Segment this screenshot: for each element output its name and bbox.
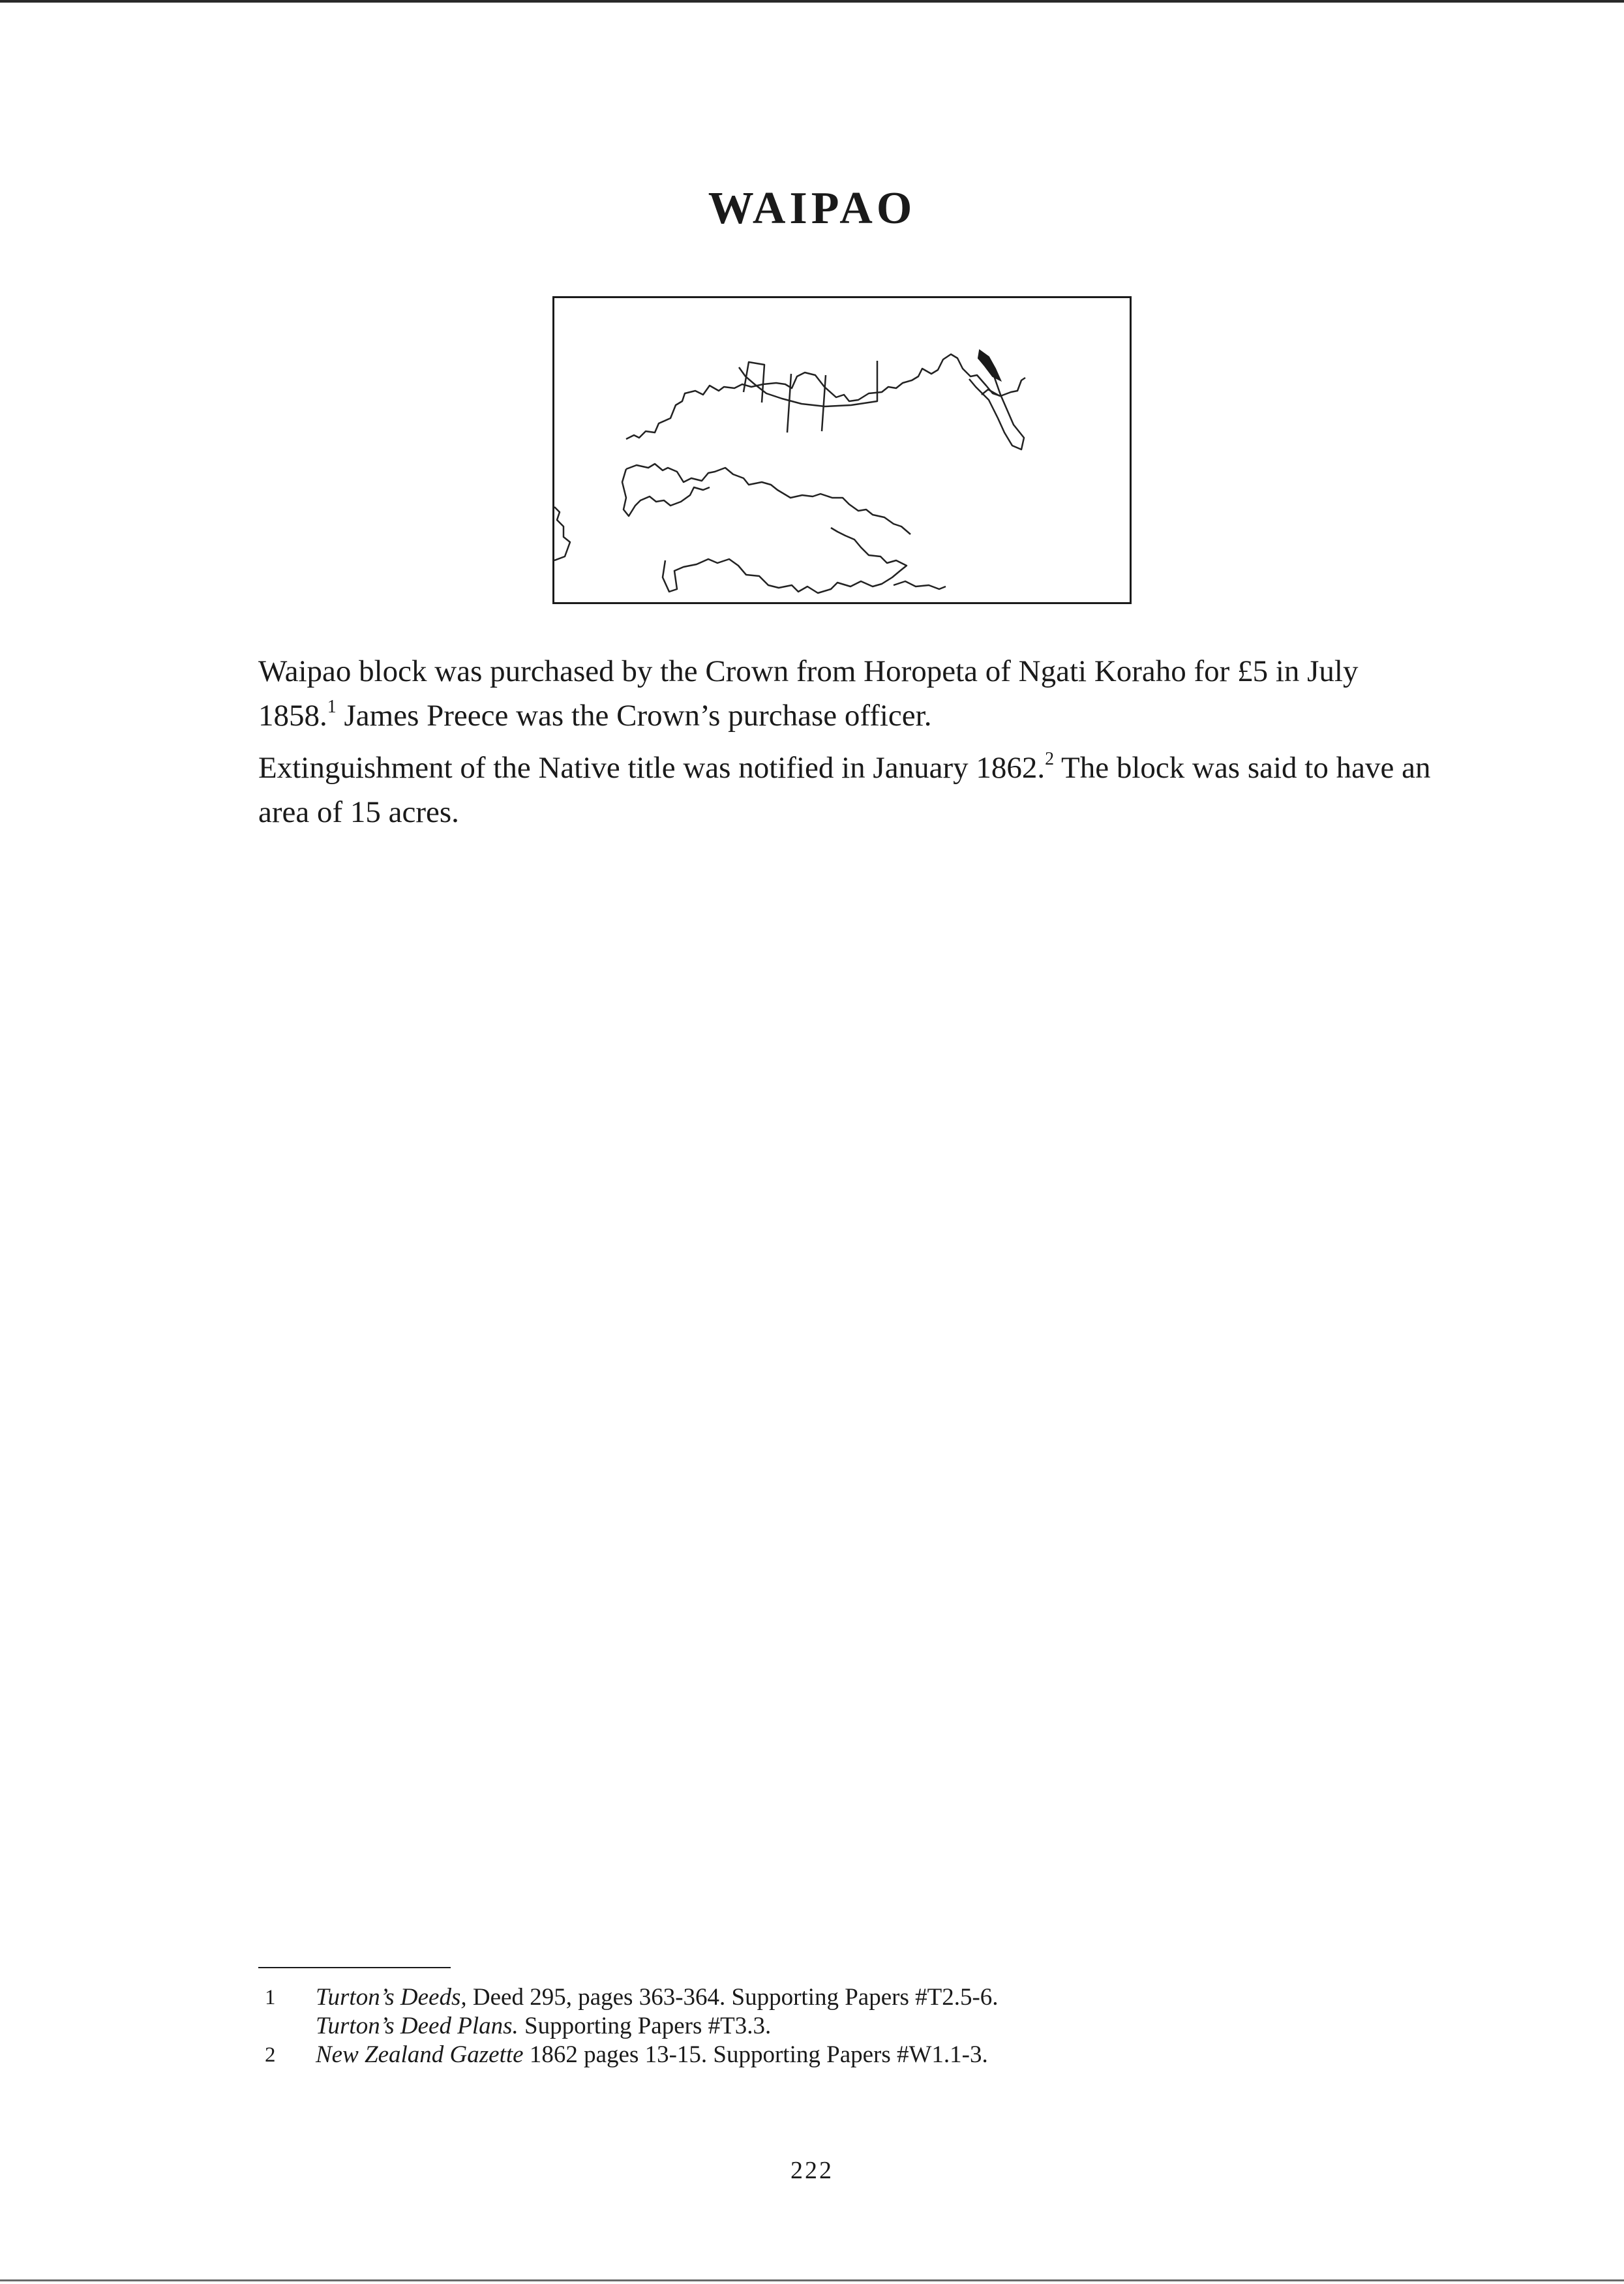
bottom-border-line (0, 2279, 1624, 2281)
footnote-ref-2: 2 (1045, 749, 1055, 769)
footnote-1-line-1 (316, 1983, 1294, 2012)
block-location-map-icon (554, 298, 1130, 602)
page-title: WAIPAO (708, 183, 916, 234)
footnote-source-detail: Deed 295, pages 363-364. Supporting Papers #T2.5-6. (466, 1984, 999, 2011)
footnote-source-detail: Supporting Papers #T3.3. (518, 2013, 772, 2039)
paragraph-extinguishment-text-b: The block was said to have an area of 15 acres. (258, 751, 1431, 829)
page-number: 222 (790, 2157, 834, 2184)
coastline-middle-lower (622, 469, 710, 516)
left-edge-coast (554, 507, 570, 560)
block-subdivisions (739, 361, 877, 433)
top-border-line (0, 0, 1624, 3)
footnote-rule (258, 1967, 451, 1968)
paragraph-purchase (258, 649, 1442, 738)
paragraph-extinguishment-text-a: Extinguishment of the Native title was notified in January 1862. (258, 751, 1045, 785)
footnote-ref-1: 1 (327, 697, 337, 717)
footnote-number: 2 (265, 2043, 276, 2067)
paragraph-purchase-text-a: Waipao block was purchased by the Crown from Horopeta of Ngati Koraho for £5 in July 1858. (258, 654, 1359, 733)
coastline-lower-tail (894, 581, 946, 589)
block-location-map (552, 296, 1132, 604)
footnote-source-title: Turton’s Deeds, (316, 1984, 467, 2011)
waipao-block-highlight (978, 350, 1000, 380)
footnote-source-detail: 1862 pages 13-15. Supporting Papers #W1.1-3. (523, 2041, 988, 2068)
footnote-source-title: New Zealand Gazette (316, 2041, 524, 2068)
paragraph-purchase-text-b: James Preece was the Crown’s purchase officer. (336, 699, 932, 733)
paragraph-extinguishment (258, 746, 1442, 834)
footnote-source-title: Turton’s Deed Plans. (316, 2013, 519, 2039)
footnote-1-line-2 (316, 2012, 1294, 2041)
footnote-2-line-1 (316, 2041, 1294, 2069)
coastline-upper (626, 354, 1025, 439)
coastline-middle (626, 464, 910, 534)
footnote-number: 1 (265, 1986, 276, 2009)
coastline-lower (663, 528, 907, 593)
